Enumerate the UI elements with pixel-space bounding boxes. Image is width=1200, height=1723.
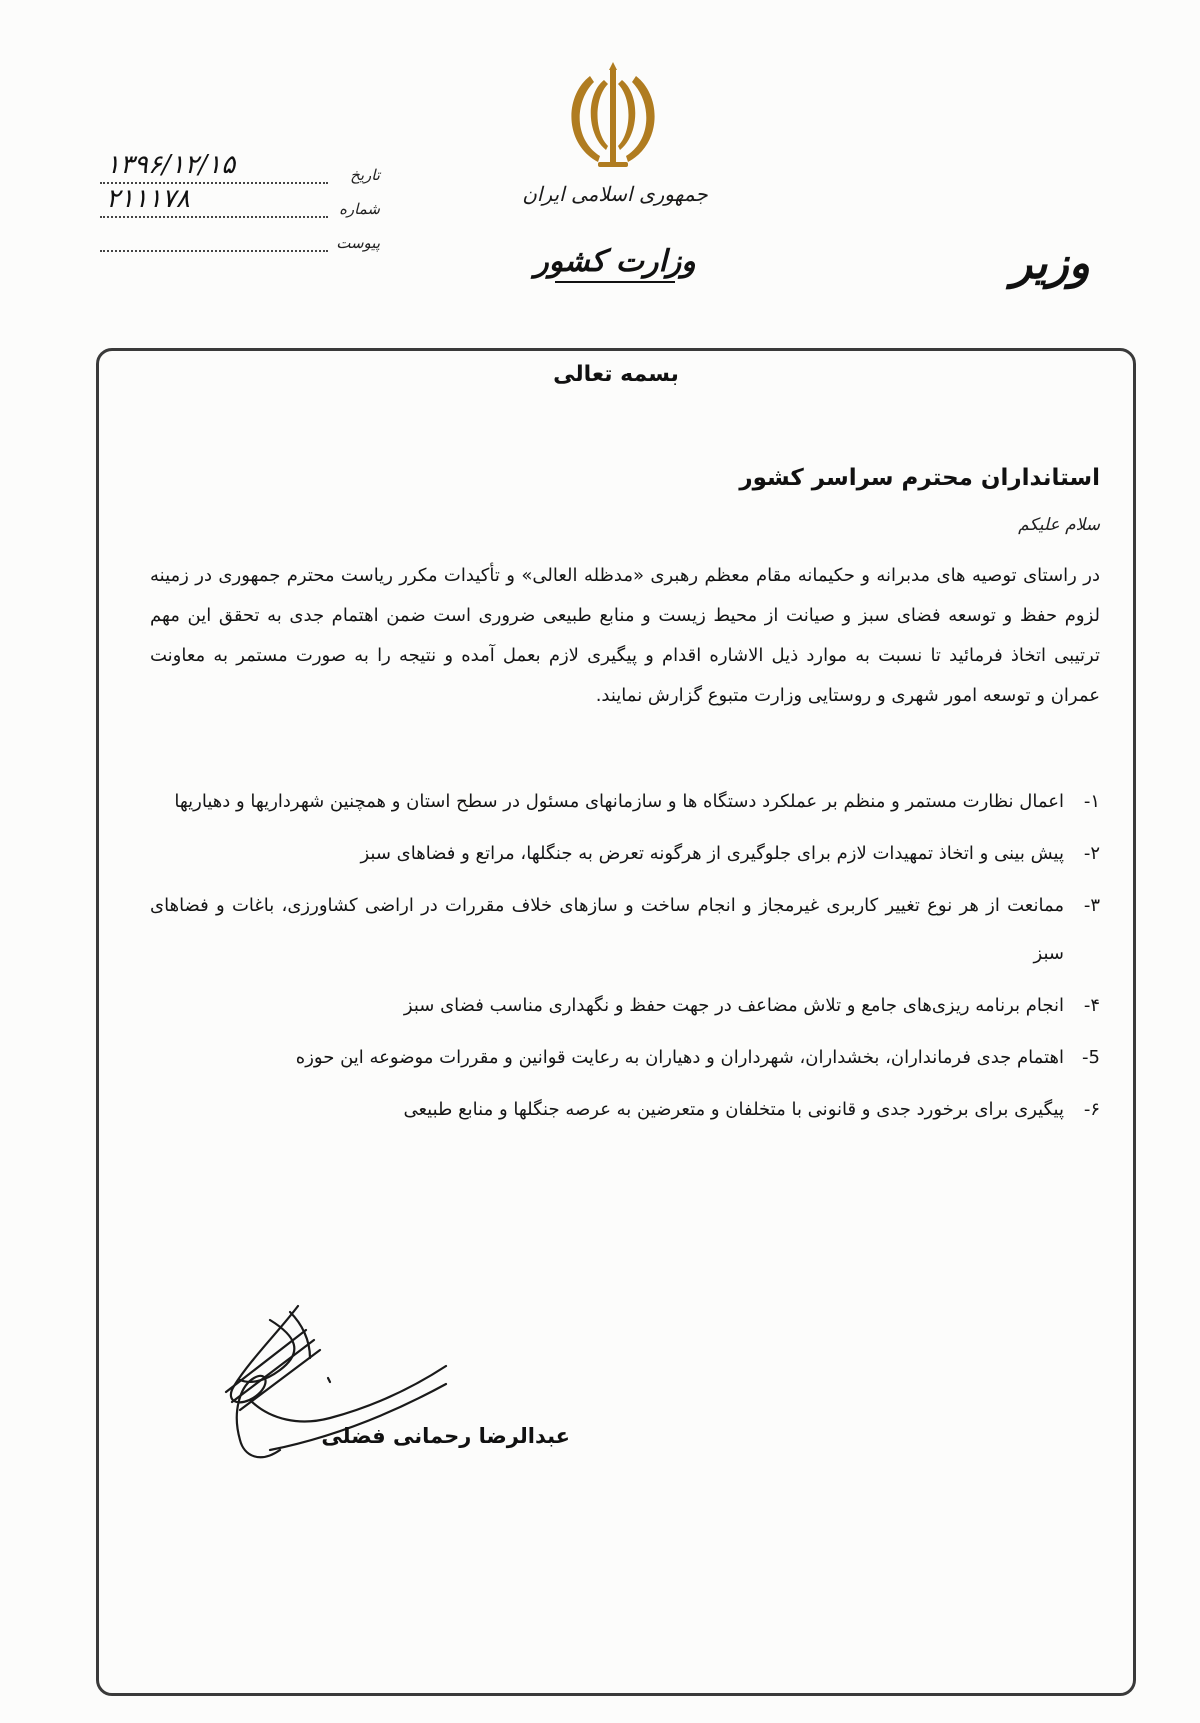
list-item [150,830,1100,878]
item-number: ۳- [1083,895,1100,916]
ministry-underline [555,281,675,283]
meta-date-row [100,150,380,184]
list-item [150,882,1100,978]
meta-number-field [100,184,328,218]
addressee: استانداران محترم سراسر کشور [739,465,1100,491]
meta-number-label: شماره [339,200,380,218]
list-item [150,982,1100,1030]
item-number: ۱- [1083,791,1100,812]
item-text: پیگیری برای برخورد جدی و قانونی با متخلفان و متعرضین به عرصه جنگلها و منابع طبیعی [403,1099,1064,1120]
meta-date-label: تاریخ [350,166,380,184]
letter-body: در راستای توصیه های مدبرانه و حکیمانه مقام معظم رهبری «مدظله العالی» و تأکیدات مکرر ریاست محترم جمهوری در زمینه لزوم حفظ و توسعه فضای سبز و صیانت از محیط زیست و منابع طبیعی ضروری است ضمن اهتمام جدی به تحقق این مهم ترتیبی اتخاذ فرمائید تا نسبت به موارد ذیل الاشاره اقدام و پیگیری لازم بعمل آمده و نتیجه را به صورت مستمر به معاونت عمران و توسعه امور شهری و روستایی وزارت متبوع گزارش نمایند. [150,565,1100,706]
item-text: پیش بینی و اتخاذ تمهیدات لازم برای جلوگیری از هرگونه تعرض به جنگلها، مراتع و فضاهای سبز [360,843,1064,864]
meta-number-value: ۲۱۱۱۷۸ [106,184,190,214]
list-item [150,1086,1100,1134]
item-text: ممانعت از هر نوع تغییر کاربری غیرمجاز و انجام ساخت و سازهای خلاف مقررات در اراضی کشاورزی، باغات و فضاهای سبز [150,895,1064,964]
list-item [150,778,1100,826]
bismillah: بسمه تعالی [553,362,679,387]
country-name: جمهوری اسلامی ایران [522,182,708,206]
item-number: ۴- [1083,995,1100,1016]
item-text: اعمال نظارت مستمر و منظم بر عملکرد دستگاه ها و سازمانهای مسئول در سطح استان و همچنین شهرداریها و دهیاریها [174,791,1064,812]
item-text: انجام برنامه ریزی‌های جامع و تلاش مضاعف در جهت حفظ و نگهداری مناسب فضای سبز [403,995,1064,1016]
iran-emblem-icon [560,62,666,172]
ministry-label: وزارت کشور [534,244,696,279]
meta-number-row [100,184,380,218]
signer-name: عبدالرضا رحمانی فضلی [321,1424,570,1448]
letter-meta [100,150,380,252]
minister-title: وزیر [1010,238,1090,289]
list-item [150,1034,1100,1082]
meta-date-value: ۱۳۹۶/۱۲/۱۵ [106,150,236,180]
meta-attachment-row [100,218,380,252]
item-text: اهتمام جدی فرمانداران، بخشداران، شهرداران و دهیاران به رعایت قوانین و مقررات موضوعه این حوزه [295,1047,1064,1068]
item-number: ۲- [1083,843,1100,864]
item-number: 5- [1082,1047,1100,1068]
directive-list [150,778,1100,1138]
ministry-name [520,244,710,283]
meta-attachment-label: پیوست [336,234,380,252]
meta-attachment-field [100,224,328,252]
item-number: ۶- [1083,1099,1100,1120]
meta-date-field [100,150,328,184]
greeting: سلام علیکم [1018,515,1100,535]
